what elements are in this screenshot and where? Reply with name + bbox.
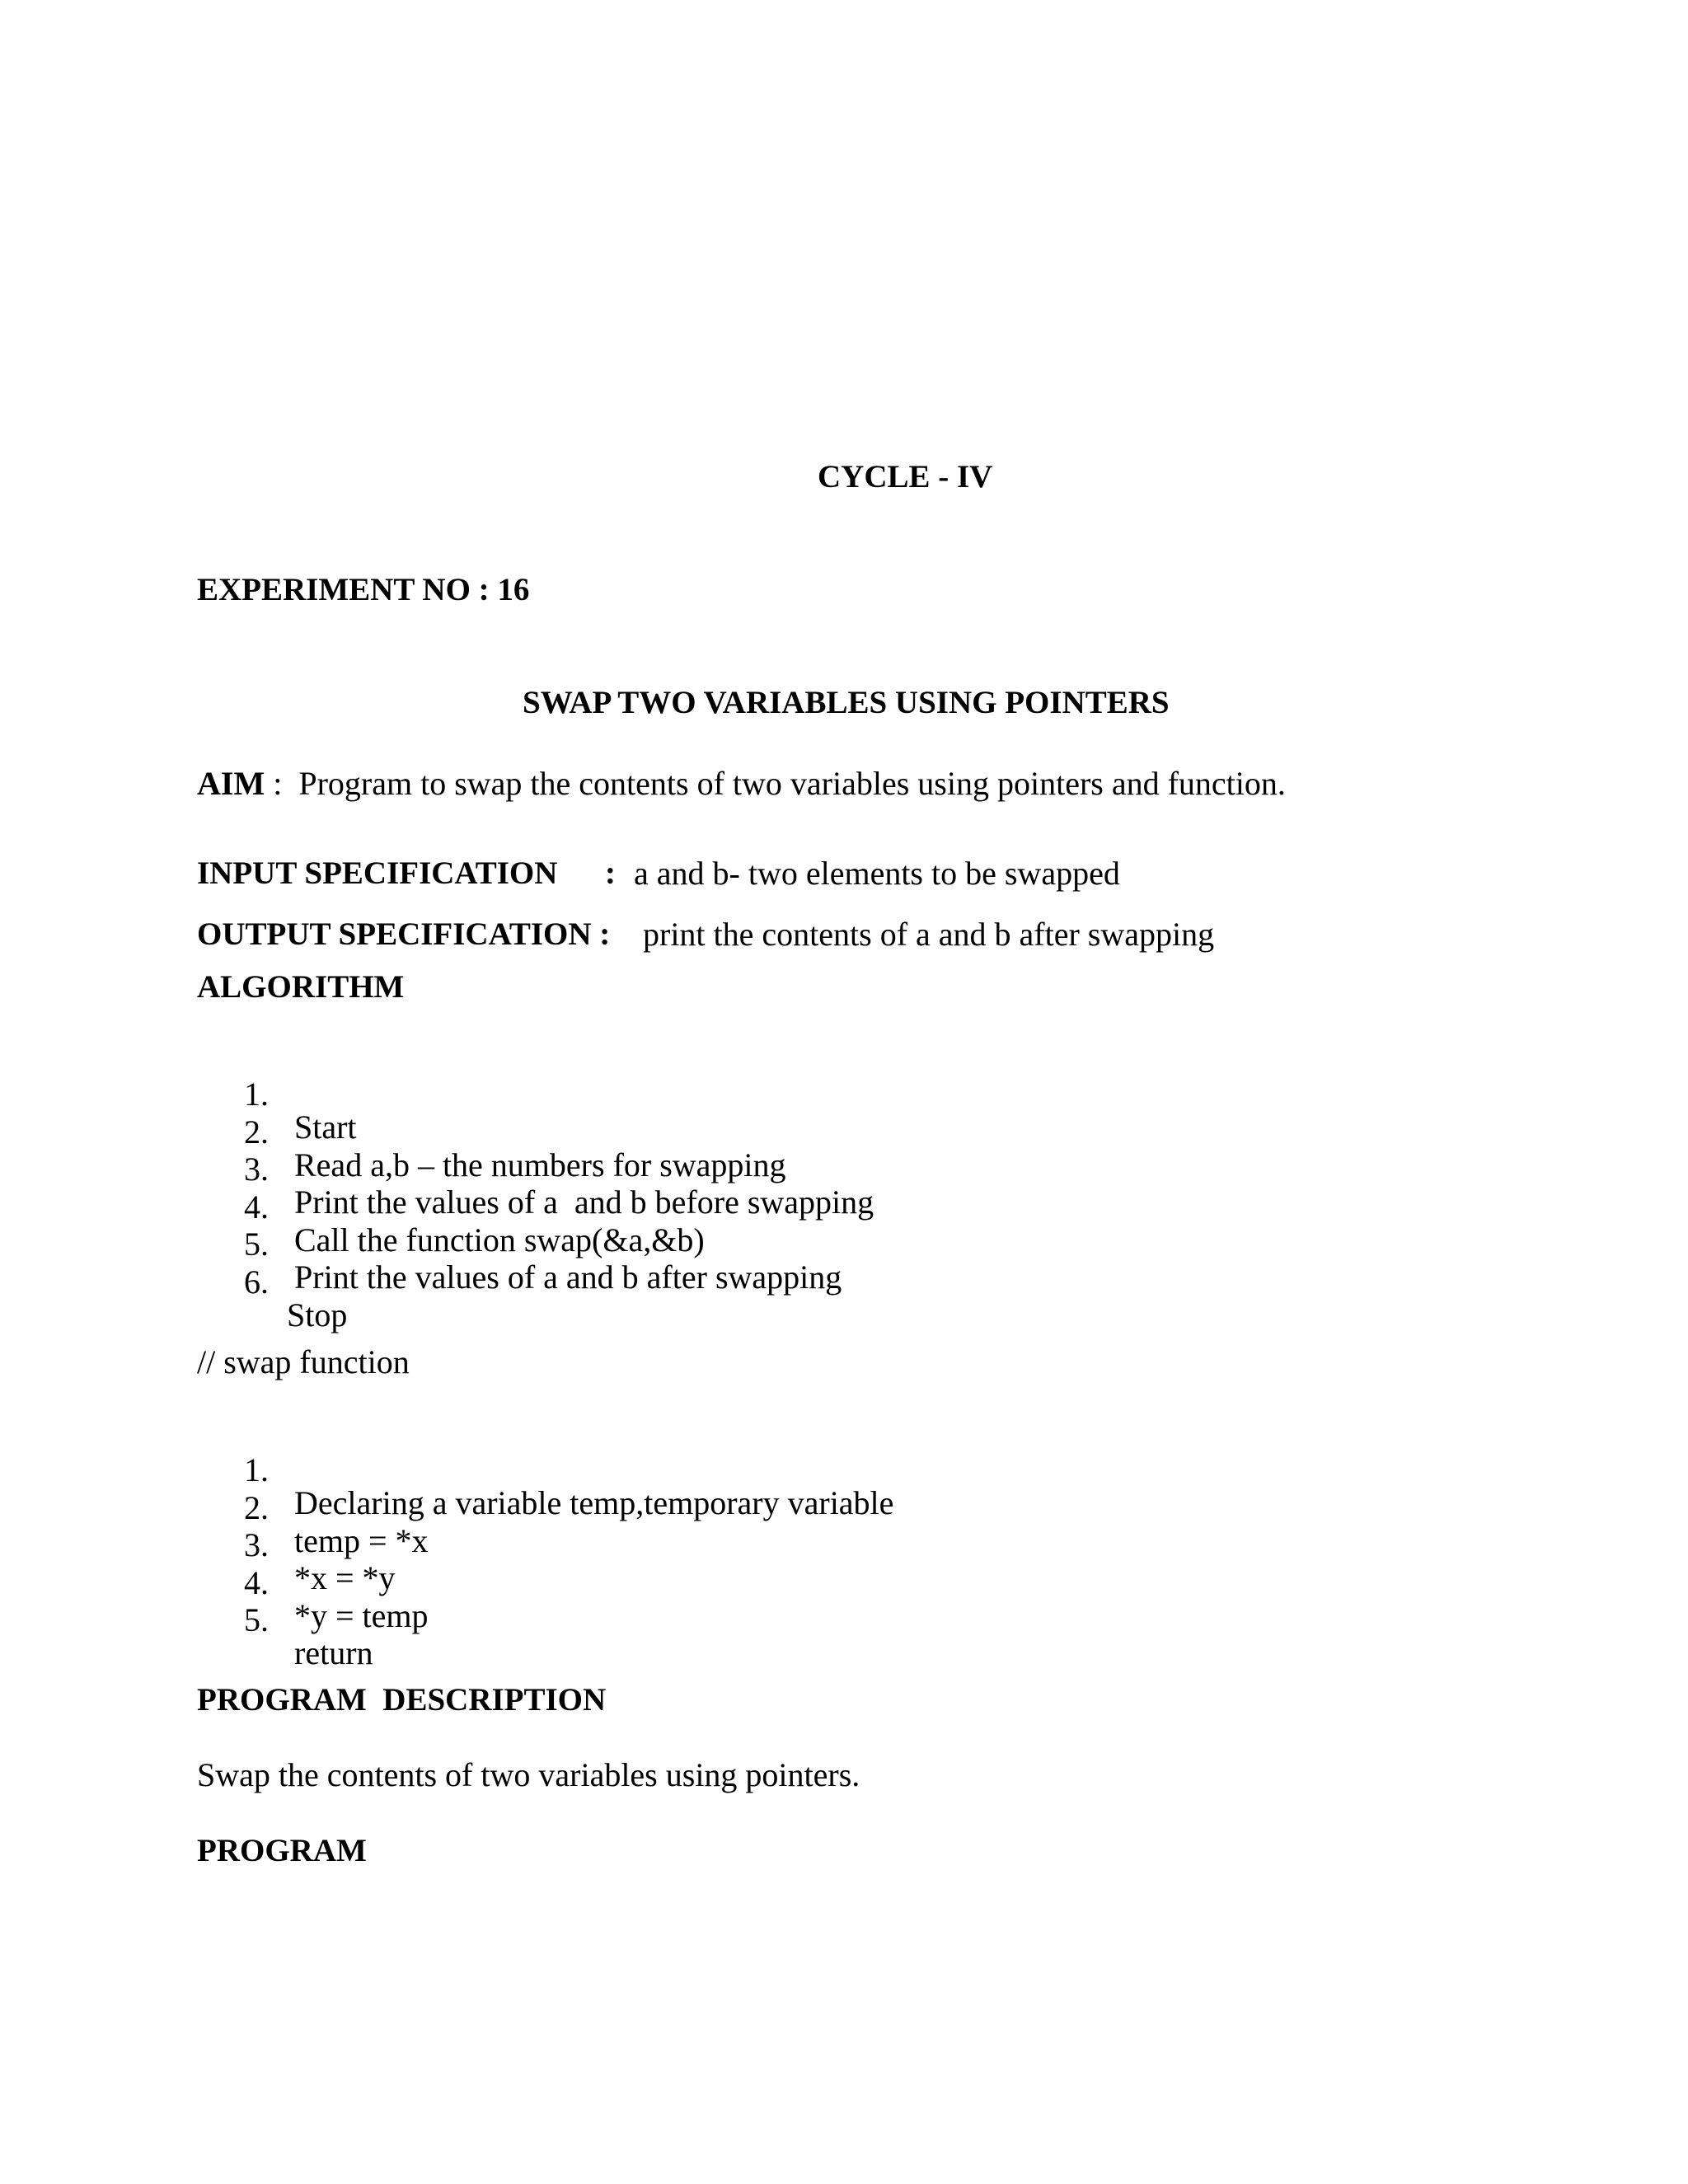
- program-description-heading: PROGRAM DESCRIPTION: [197, 1682, 607, 1718]
- list-item-number: 3.: [244, 1526, 269, 1563]
- list-item-number: 6.: [244, 1263, 269, 1301]
- list-item-number: 2.: [244, 1489, 269, 1526]
- list-item-text: Print the values of a and b after swapping: [294, 1258, 842, 1296]
- list-item-text: *x = *y: [294, 1559, 396, 1596]
- input-spec-label: INPUT SPECIFICATION: [197, 855, 558, 891]
- list-item: [0, 1233, 348, 1365]
- aim-line: [197, 767, 1286, 800]
- aim-separator: :: [265, 765, 299, 802]
- list-item-number: 5.: [244, 1601, 269, 1638]
- list-item-number: 4.: [244, 1564, 269, 1601]
- list-item-number: 1.: [244, 1451, 269, 1488]
- output-spec-text: print the contents of a and b after swapping: [643, 916, 1215, 953]
- aim-text: Program to swap the contents of two variables using pointers and function.: [298, 765, 1286, 802]
- input-spec-text: a and b- two elements to be swapped: [634, 855, 1120, 892]
- list-item-text: Stop: [287, 1296, 348, 1333]
- list-item-text: Read a,b – the numbers for swapping: [294, 1146, 786, 1183]
- program-heading: PROGRAM: [197, 1833, 367, 1868]
- list-item-number: 5.: [244, 1226, 269, 1263]
- cycle-title: CYCLE - IV: [818, 459, 993, 494]
- list-item-number: 2.: [244, 1113, 269, 1151]
- list-item-number: 4.: [244, 1188, 269, 1226]
- swap-function-comment: // swap function: [197, 1343, 410, 1380]
- list-item-text: return: [294, 1634, 373, 1671]
- list-item-text: Print the values of a and b before swapping: [294, 1183, 874, 1221]
- aim-label: AIM: [197, 765, 265, 802]
- list-item-text: Declaring a variable temp,temporary variable: [294, 1484, 894, 1521]
- list-item-text: *y = temp: [294, 1597, 429, 1634]
- input-spec-colon: :: [605, 855, 616, 891]
- page-title: SWAP TWO VARIABLES USING POINTERS: [523, 685, 1170, 720]
- list-item-number: 1.: [244, 1076, 269, 1113]
- experiment-number: EXPERIMENT NO : 16: [197, 572, 530, 607]
- list-item-text: temp = *x: [294, 1522, 429, 1559]
- list-item-number: 3.: [244, 1151, 269, 1188]
- list-item-text: Call the function swap(&a,&b): [294, 1221, 705, 1258]
- algorithm-heading: ALGORITHM: [197, 969, 405, 1005]
- list-item-text: Start: [294, 1108, 357, 1146]
- program-description-text: Swap the contents of two variables using pointers.: [197, 1756, 860, 1793]
- output-spec-label: OUTPUT SPECIFICATION :: [197, 916, 611, 952]
